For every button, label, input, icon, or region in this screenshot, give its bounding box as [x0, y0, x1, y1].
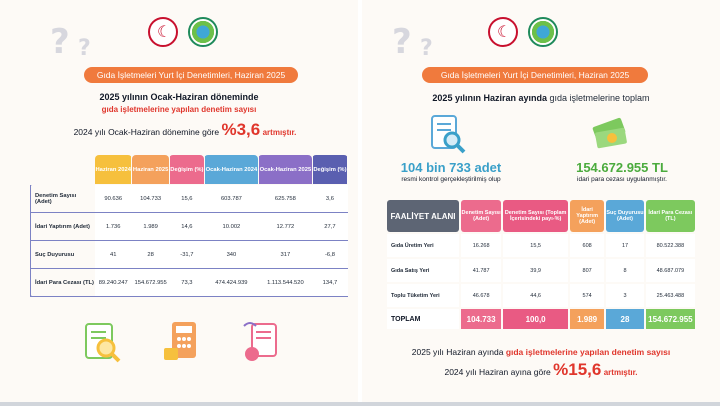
table-cell: 104.733 [132, 185, 169, 213]
question-mark-icon: ? [50, 22, 70, 62]
inspection-count: 104 bin 733 adet [400, 160, 502, 175]
row-label: Gıda Üretim Yeri [387, 234, 459, 257]
headline-line1: 2025 yılının Ocak-Haziran döneminde [99, 92, 259, 102]
row-label: Denetim Sayısı (Adet) [31, 185, 95, 213]
money-icon [588, 112, 632, 156]
table-cell: 89.240.247 [95, 269, 132, 297]
left-infographic [0, 0, 358, 406]
table-cell: 28 [132, 241, 169, 269]
percent-change: %3,6 [221, 120, 261, 139]
table-cell: 80.522.388 [646, 234, 695, 257]
table-cell: 90.636 [95, 185, 132, 213]
header-cell: Haziran 2024 [95, 155, 132, 185]
header-cell: İdari Para Cezası (TL) [646, 200, 695, 232]
table-cell: 625.758 [258, 185, 312, 213]
activity-table [385, 198, 697, 331]
table-cell: 46.678 [461, 284, 501, 307]
header-cell: Denetim Sayısı (Adet) [461, 200, 501, 232]
inspection-icon [424, 112, 468, 156]
table-row [31, 213, 348, 241]
table-cell: 474.424.939 [204, 269, 258, 297]
bottom-scrollbar [0, 402, 720, 406]
agency-logo [188, 17, 218, 47]
question-mark-icon: ? [78, 36, 91, 61]
table-row [31, 185, 348, 213]
headline-bold: 2025 yılının Haziran ayında [432, 93, 547, 103]
table-cell: 27,7 [312, 213, 347, 241]
total-cell: 1.989 [570, 309, 604, 329]
total-cell: 154.672.955 [646, 309, 695, 329]
comparison-text: 2024 yılı Ocak-Haziran dönemine göre [73, 127, 220, 137]
title-ribbon: Gıda İşletmeleri Yurt İçi Denetimleri, Haziran 2025 [422, 67, 648, 83]
header-cell: İdari Yaptırım (Adet) [570, 200, 604, 232]
row-label: Toplu Tüketim Yeri [387, 284, 459, 307]
table-cell: 16.268 [461, 234, 501, 257]
table-cell: 574 [570, 284, 604, 307]
table-cell: -6,8 [312, 241, 347, 269]
change-suffix: artmıştır. [603, 368, 638, 377]
row-label: TOPLAM [387, 309, 459, 329]
table-cell: 15,6 [169, 185, 204, 213]
ministry-logo [148, 17, 178, 47]
row-label: Suç Duyurusu [31, 241, 95, 269]
table-cell: 73,3 [169, 269, 204, 297]
row-label: Gıda Satış Yeri [387, 259, 459, 282]
table-cell: 39,9 [503, 259, 568, 282]
total-cell: 28 [606, 309, 644, 329]
header-cell: Denetim Sayısı (Toplam İçerisindeki payı-%) [503, 200, 568, 232]
fine-amount: 154.672.955 TL [576, 160, 668, 175]
agency-logo [528, 17, 558, 47]
header-cell: Değişim (%) [312, 155, 347, 185]
header-cell: Haziran 2025 [132, 155, 169, 185]
table-cell: 1.113.544.520 [258, 269, 312, 297]
table-cell: 41 [95, 241, 132, 269]
table-cell: 317 [258, 241, 312, 269]
magnifier-checklist-icon [76, 318, 124, 366]
table-row [387, 234, 695, 257]
table-cell: 44,6 [503, 284, 568, 307]
headline-rest: gıda işletmelerine toplam [549, 93, 650, 103]
table-cell: 1.989 [132, 213, 169, 241]
header-cell: Değişim (%) [169, 155, 204, 185]
table-row [387, 259, 695, 282]
question-mark-icon: ? [420, 36, 433, 61]
total-cell: 100,0 [503, 309, 568, 329]
row-label: İdari Yaptırım (Adet) [31, 213, 95, 241]
table-row [31, 241, 348, 269]
table-cell: 807 [570, 259, 604, 282]
table-row [31, 269, 348, 297]
headline-line3 [40, 120, 330, 140]
title-ribbon: Gıda İşletmeleri Yurt İçi Denetimleri, Haziran 2025 [84, 67, 298, 83]
bottom-line2 [362, 360, 720, 380]
total-row [387, 309, 695, 329]
question-mark-icon: ? [392, 22, 412, 62]
table-cell: 134,7 [312, 269, 347, 297]
table-cell: 1.736 [95, 213, 132, 241]
table-cell: 14,6 [169, 213, 204, 241]
table-row [387, 284, 695, 307]
table-cell: 340 [204, 241, 258, 269]
table-cell: 17 [606, 234, 644, 257]
headline-line2: gıda işletmelerine yapılan denetim sayısı [101, 105, 257, 114]
table-cell: 3,6 [312, 185, 347, 213]
summary-table [30, 154, 348, 297]
header-cell: Suç Duyurusu (Adet) [606, 200, 644, 232]
table-cell: 10.002 [204, 213, 258, 241]
table-cell: 41.787 [461, 259, 501, 282]
total-cell: 104.733 [461, 309, 501, 329]
header-cell: Ocak-Haziran 2024 [204, 155, 258, 185]
table-cell: 12.772 [258, 213, 312, 241]
row-label: İdari Para Cezası (TL) [31, 269, 95, 297]
blank-header [31, 155, 95, 185]
bottom-line1 [362, 347, 720, 357]
table-cell: 48.687.079 [646, 259, 695, 282]
table-cell: 3 [606, 284, 644, 307]
table-cell: 154.672.955 [132, 269, 169, 297]
table-cell: 8 [606, 259, 644, 282]
bottom-highlight: gıda işletmelerine yapılan denetim sayısı [505, 347, 671, 357]
table-cell: 603.787 [204, 185, 258, 213]
document-scale-icon [238, 318, 286, 366]
table-cell: -31,7 [169, 241, 204, 269]
header-cell: FAALİYET ALANI [387, 200, 459, 232]
headline-line1 [362, 93, 720, 103]
calculator-icon [160, 318, 208, 366]
table-cell: 25.463.488 [646, 284, 695, 307]
fine-caption: idari para cezası uygulanmıştır. [577, 176, 667, 183]
change-suffix: artmıştır. [262, 128, 297, 137]
bottom-lead: 2025 yılı Haziran ayında [411, 347, 504, 357]
table-cell: 15,5 [503, 234, 568, 257]
table-cell: 608 [570, 234, 604, 257]
header-cell: Ocak-Haziran 2025 [258, 155, 312, 185]
ministry-logo [488, 17, 518, 47]
inspection-caption: resmi kontrol gerçekleştirilmiş olup [401, 176, 501, 183]
bottom-comparison: 2024 yılı Haziran ayına göre [444, 367, 551, 377]
percent-change: %15,6 [553, 360, 602, 379]
